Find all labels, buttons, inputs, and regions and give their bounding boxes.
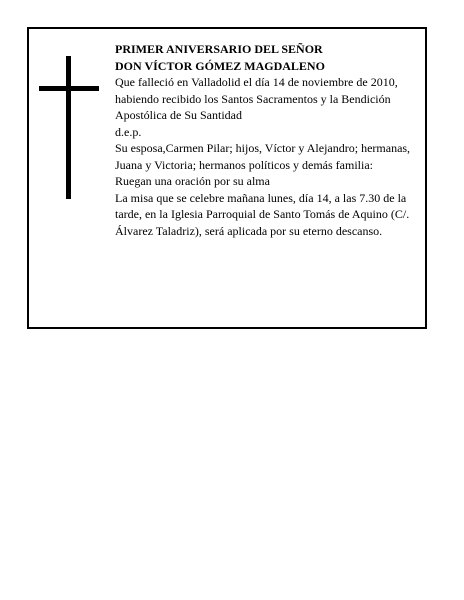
death-info: Que falleció en Valladolid el día 14 de noviembre de 2010, habiendo recibido los Santos Sacramentos y la Bendición Apostólica de Su Santidad xyxy=(115,75,398,122)
prayer-request: Ruegan una oración por su alma xyxy=(115,174,270,188)
mass-info: La misa que se celebre mañana lunes, día 14, a las 7.30 de la tarde, en la Iglesia Parroquial de Santo Tomás de Aquino (C/. Álvarez Taladriz), será aplicada por su eterno descanso. xyxy=(115,190,410,238)
rip-text: d.e.p. xyxy=(115,124,142,139)
obituary-notice xyxy=(27,27,427,329)
cross-horizontal-bar xyxy=(39,86,99,91)
cross-icon xyxy=(39,56,99,199)
notice-title-line-1: PRIMER ANIVERSARIO DEL SEÑOR xyxy=(115,42,323,56)
cross-vertical-bar xyxy=(66,56,71,199)
family-list: Su esposa,Carmen Pilar; hijos, Víctor y Alejandro; hermanas, Juana y Victoria; hermanos políticos y demás familia: xyxy=(115,141,411,172)
notice-text xyxy=(115,41,415,239)
notice-title-line-2: DON VÍCTOR GÓMEZ MAGDALENO xyxy=(115,58,325,73)
